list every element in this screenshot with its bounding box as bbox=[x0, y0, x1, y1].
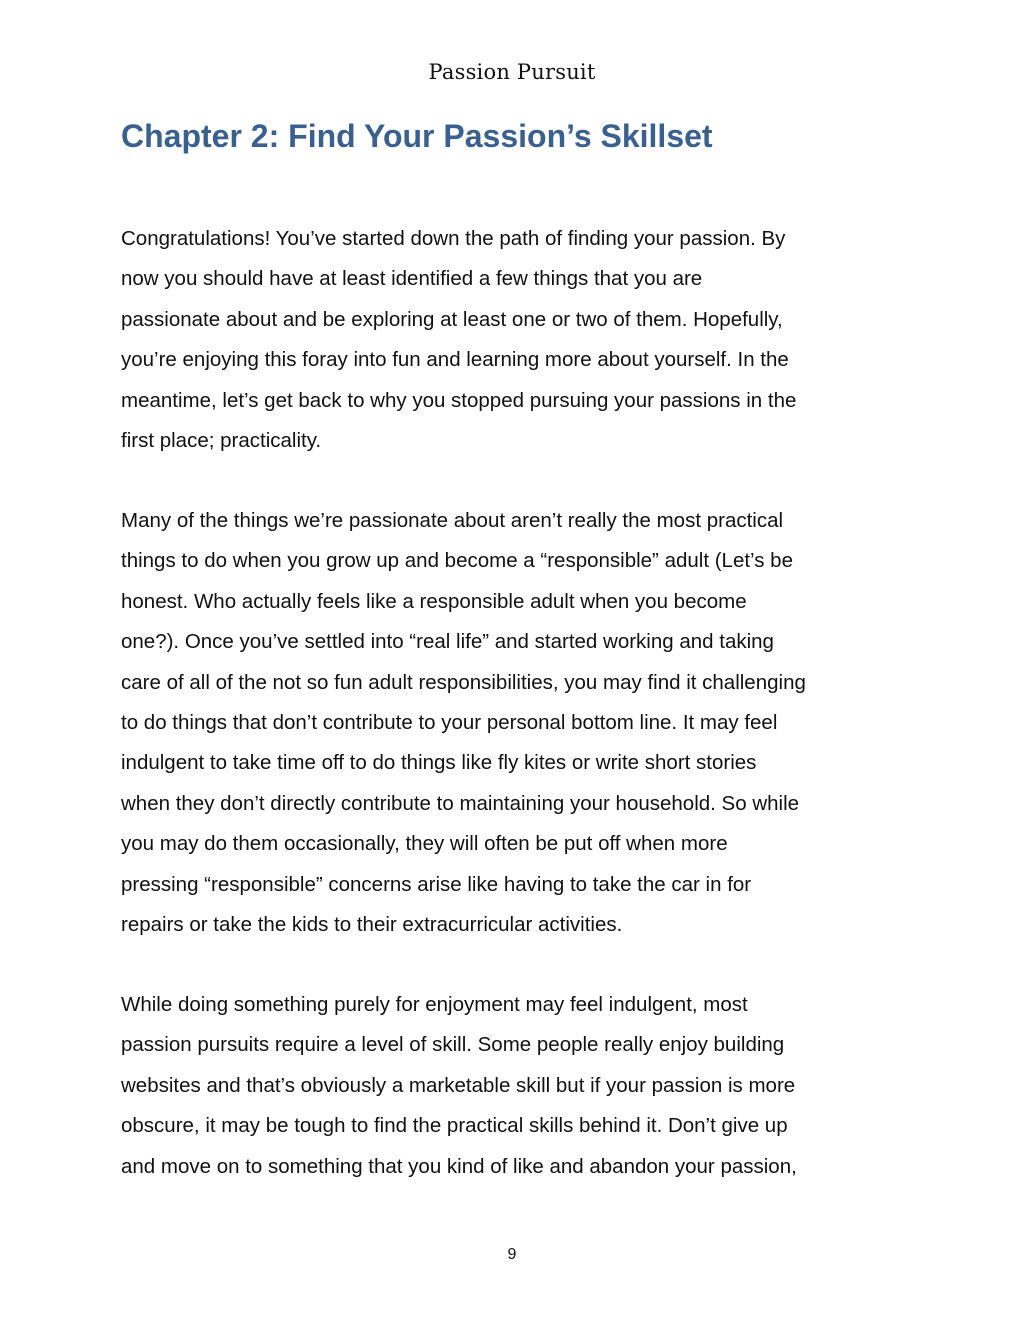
paragraph-line: websites and that’s obviously a marketable skill but if your passion is more bbox=[121, 1073, 796, 1097]
running-header: Passion Pursuit bbox=[428, 60, 596, 84]
paragraph-line: honest. Who actually feels like a responsible adult when you become bbox=[121, 589, 747, 613]
paragraph-line: now you should have at least identified a few things that you are bbox=[121, 267, 703, 291]
paragraph-line: care of all of the not so fun adult responsibilities, you may find it challenging bbox=[121, 670, 806, 694]
paragraph-line: you may do them occasionally, they will often be put off when more bbox=[121, 832, 728, 856]
paragraph-line: first place; practicality. bbox=[121, 429, 322, 453]
body-paragraph-1 bbox=[121, 219, 921, 461]
paragraph-line: things to do when you grow up and become a “responsible” adult (Let’s be bbox=[121, 549, 793, 573]
paragraph-line: Congratulations! You’ve started down the path of finding your passion. By bbox=[121, 227, 786, 250]
paragraph-line: meantime, let’s get back to why you stopped pursuing your passions in the bbox=[121, 388, 797, 412]
paragraph-line: repairs or take the kids to their extracurricular activities. bbox=[121, 913, 623, 937]
paragraph-line: pressing “responsible” concerns arise like having to take the car in for bbox=[121, 872, 752, 896]
paragraph-line: Many of the things we’re passionate about aren’t really the most practical bbox=[121, 509, 784, 532]
paragraph-line: when they don’t directly contribute to maintaining your household. So while bbox=[121, 791, 800, 815]
paragraph-line: passion pursuits require a level of skill. Some people really enjoy building bbox=[121, 1033, 785, 1057]
paragraph-line: and move on to something that you kind of like and abandon your passion, bbox=[121, 1154, 797, 1178]
body-paragraph-3 bbox=[121, 985, 921, 1187]
paragraph-line: one?). Once you’ve settled into “real life” and started working and taking bbox=[121, 630, 774, 654]
paragraph-line: While doing something purely for enjoyment may feel indulgent, most bbox=[121, 993, 748, 1016]
chapter-title: Chapter 2: Find Your Passion’s Skillset bbox=[121, 118, 713, 154]
paragraph-line: indulgent to take time off to do things like fly kites or write short stories bbox=[121, 751, 757, 775]
paragraph-line: to do things that don’t contribute to your personal bottom line. It may feel bbox=[121, 711, 778, 735]
page-number: 9 bbox=[507, 1246, 517, 1263]
paragraph-line: obscure, it may be tough to find the practical skills behind it. Don’t give up bbox=[121, 1114, 788, 1138]
paragraph-line: you’re enjoying this foray into fun and learning more about yourself. In the bbox=[121, 348, 789, 372]
body-paragraph-2 bbox=[121, 501, 921, 945]
paragraph-line: passionate about and be exploring at least one or two of them. Hopefully, bbox=[121, 307, 783, 331]
